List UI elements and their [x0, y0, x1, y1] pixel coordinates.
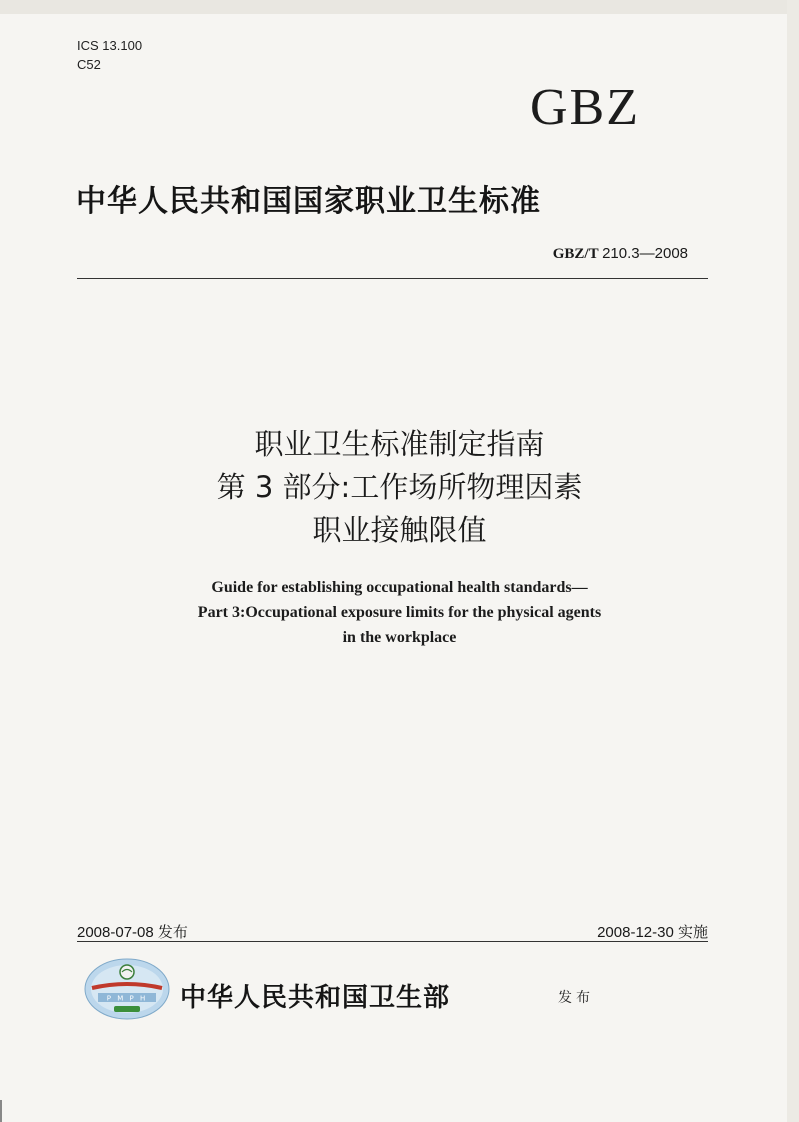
ccs-code: C52 — [77, 57, 101, 72]
english-title — [0, 575, 799, 650]
standard-code-number: 210.3—2008 — [602, 245, 688, 262]
classification-codes — [77, 36, 142, 74]
issue-date: 2008-07-08 发布 — [77, 924, 188, 941]
implementation-date: 2008-12-30 实施 — [597, 924, 708, 941]
standard-code-prefix: GBZ/T — [552, 246, 599, 262]
footer-divider — [77, 941, 708, 942]
scan-edge-top — [0, 0, 799, 14]
chinese-title-line-2: 第 3 部分:工作场所物理因素 — [216, 470, 583, 504]
ics-code: ICS 13.100 — [77, 38, 143, 53]
logo-abbreviation: P M P H — [106, 994, 148, 1003]
publisher-action: 发布 — [558, 990, 594, 1006]
publisher-name: 中华人民共和国卫生部 — [180, 983, 451, 1013]
english-title-line-2: Part 3:Occupational exposure limits for the physical agents — [197, 604, 602, 621]
chinese-title-line-3: 职业接触限值 — [312, 513, 487, 547]
english-title-line-3: in the workplace — [342, 629, 457, 646]
header-divider — [77, 278, 708, 279]
chinese-title — [0, 423, 799, 552]
publisher-logo-icon — [84, 958, 170, 1020]
gbz-mark: GBZ — [530, 79, 640, 136]
standard-code — [553, 245, 688, 263]
scan-edge-mark — [0, 1100, 2, 1122]
english-title-line-1: Guide for establishing occupational health standards— — [211, 579, 588, 596]
national-standard-title: 中华人民共和国国家职业卫生标准 — [76, 184, 541, 219]
scan-edge-right — [787, 0, 799, 1122]
chinese-title-line-1: 职业卫生标准制定指南 — [254, 427, 545, 461]
